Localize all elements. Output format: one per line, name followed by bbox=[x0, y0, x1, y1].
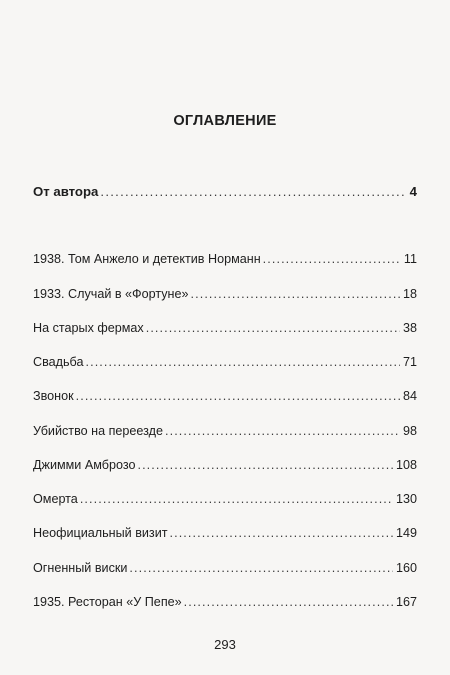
toc-entry bbox=[33, 251, 417, 267]
toc-heading: ОГЛАВЛЕНИЕ bbox=[173, 113, 277, 129]
toc-entry-page: 11 bbox=[403, 252, 417, 266]
dot-leader bbox=[86, 354, 400, 370]
dot-leader bbox=[129, 560, 393, 576]
toc-entry-title: Омерта bbox=[33, 492, 78, 506]
toc-entry bbox=[33, 388, 417, 404]
toc-entry bbox=[33, 286, 417, 302]
toc-entry-page: 149 bbox=[395, 526, 417, 540]
toc-entry-page: 160 bbox=[395, 561, 417, 575]
toc-entry bbox=[33, 491, 417, 507]
toc-entry-title: 1933. Случай в «Фортуне» bbox=[33, 287, 189, 301]
toc-entry bbox=[33, 560, 417, 576]
dot-leader bbox=[76, 388, 400, 404]
dot-leader bbox=[184, 594, 393, 610]
toc-entry-page: 18 bbox=[402, 287, 417, 301]
dot-leader bbox=[263, 251, 401, 267]
toc-entry bbox=[33, 320, 417, 336]
toc-entry-page: 167 bbox=[395, 595, 417, 609]
toc-entry-title: Огненный виски bbox=[33, 561, 128, 575]
toc-entry-page: 4 bbox=[409, 184, 417, 199]
dot-leader bbox=[146, 320, 400, 336]
toc-entry-page: 71 bbox=[402, 355, 417, 369]
toc-entry bbox=[33, 594, 417, 610]
page-number: 293 bbox=[214, 637, 236, 652]
toc-entry-page: 38 bbox=[402, 321, 417, 335]
dot-leader bbox=[100, 184, 406, 200]
toc-entry-title: Свадьба bbox=[33, 355, 84, 369]
toc-entry-page: 98 bbox=[402, 424, 417, 438]
toc-entry-page: 130 bbox=[395, 492, 417, 506]
toc-entry-title: От автора bbox=[33, 184, 99, 199]
toc-entry-page: 84 bbox=[402, 389, 417, 403]
toc-entry-page: 108 bbox=[395, 458, 417, 472]
dot-leader bbox=[170, 525, 393, 541]
dot-leader bbox=[80, 491, 393, 507]
dot-leader bbox=[165, 423, 400, 439]
toc-entry-title: Звонок bbox=[33, 389, 74, 403]
toc-entry-title: Джимми Амброзо bbox=[33, 458, 136, 472]
toc-entry-title: 1938. Том Анжело и детектив Норманн bbox=[33, 252, 261, 266]
toc-entry-title: 1935. Ресторан «У Пепе» bbox=[33, 595, 182, 609]
toc-entry bbox=[33, 525, 417, 541]
dot-leader bbox=[191, 286, 400, 302]
toc-entry bbox=[33, 184, 417, 200]
toc-entry-title: Убийство на переезде bbox=[33, 424, 163, 438]
dot-leader bbox=[137, 457, 393, 473]
toc-entry-title: Неофициальный визит bbox=[33, 526, 168, 540]
toc-entry bbox=[33, 354, 417, 370]
toc-entry-title: На старых фермах bbox=[33, 321, 144, 335]
toc-entry bbox=[33, 423, 417, 439]
toc-entry bbox=[33, 457, 417, 473]
